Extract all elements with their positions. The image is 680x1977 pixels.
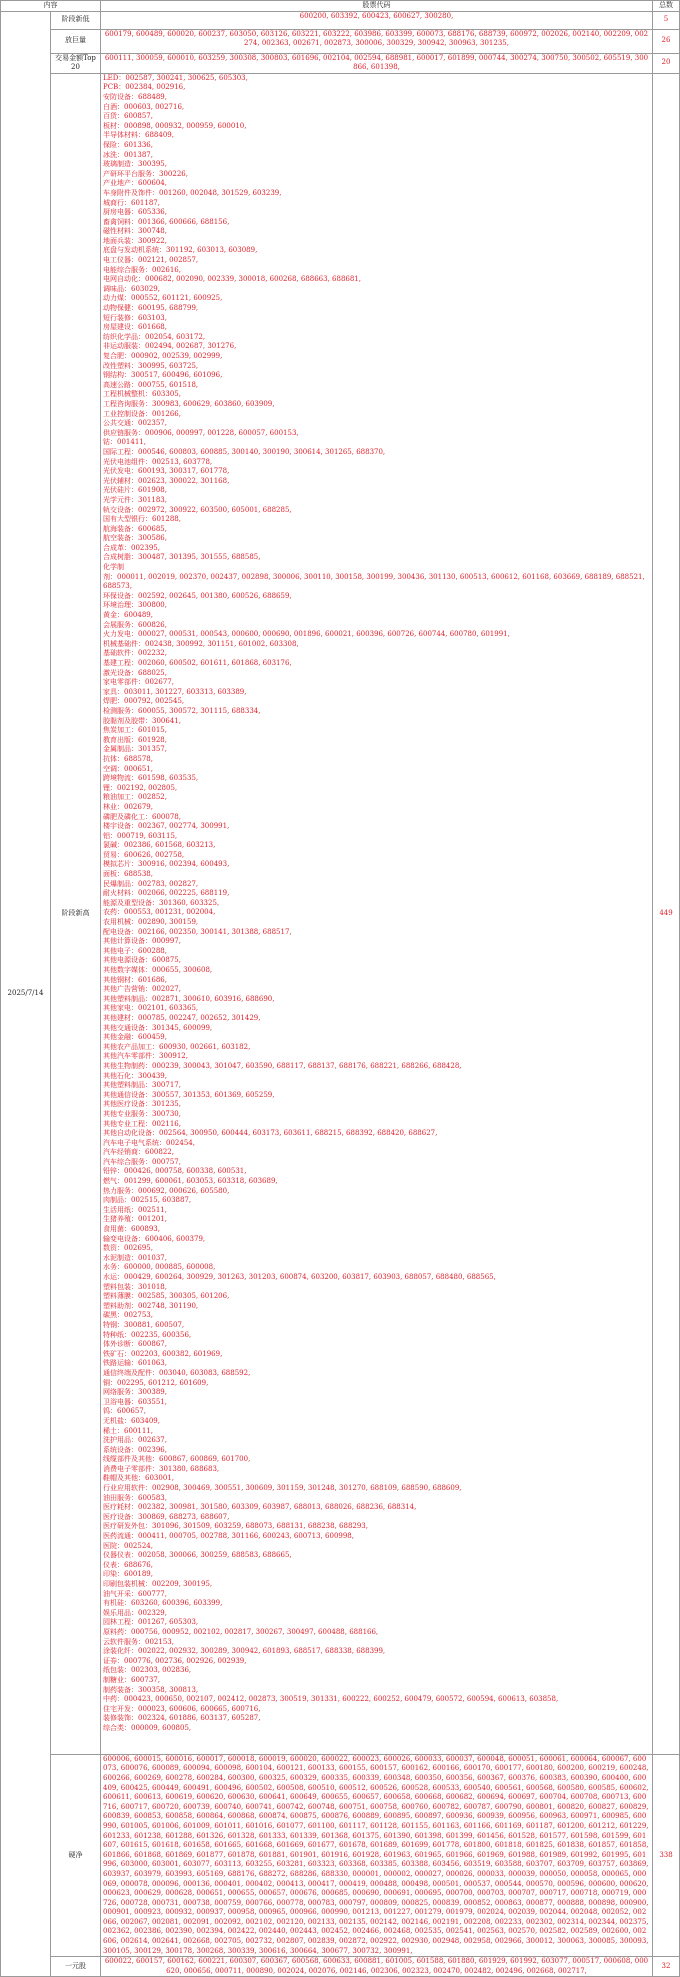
industry-line: 工程机械整机：603305, bbox=[103, 390, 181, 399]
industry-line: 家电零部件：002677, bbox=[103, 678, 174, 687]
industry-line: 钨：600657, bbox=[103, 1407, 146, 1416]
industry-line: 模拟芯片：300916, 002394, 600493, bbox=[103, 860, 230, 869]
industry-line: 铝：000719, 603115, bbox=[103, 831, 178, 840]
industry-line: 光伏发电：600193, 300317, 601778, bbox=[103, 467, 230, 476]
industry-line: 板材：000898, 000932, 000959, 600010, bbox=[103, 121, 247, 130]
industry-line: 检测服务：600055, 300572, 301115, 688334, bbox=[103, 706, 261, 715]
industry-line: 特种纸：002235, 600356, bbox=[103, 1330, 192, 1339]
industry-line: 短行装修：603103, bbox=[103, 313, 167, 322]
industry-line: 公共交通：002357, bbox=[103, 419, 167, 428]
total-stage-low: 5 bbox=[653, 11, 680, 29]
industry-line: 稀土：600111, bbox=[103, 1426, 153, 1435]
industry-line: 火力发电：000027, 000531, 000543, 000600, 000690, 001896, 600021, 600396, 600726, 600744, 600780, 601991, bbox=[103, 630, 510, 639]
industry-line: 高速公路：000755, 601518, bbox=[103, 380, 199, 389]
industry-line: 产业地产：600604, bbox=[103, 179, 167, 188]
industry-line: 其他塑料制品：300717, bbox=[103, 1081, 181, 1090]
industry-line: 消费电子零部件：301380, 688683, bbox=[103, 1464, 220, 1473]
industry-line: 工程咨询服务：300983, 600629, 603860, 603909, bbox=[103, 399, 275, 408]
industry-line: 水泥制造：001037, bbox=[103, 1253, 167, 1262]
industry-line: 光伏电池组件：002513, 603778, bbox=[103, 457, 213, 466]
industry-line: 鞋帽及其他：603001, bbox=[103, 1474, 174, 1483]
industry-line: 其他广告营销：002027, bbox=[103, 985, 181, 994]
industry-line: 医疗设备：300869, 688273, 688607, bbox=[103, 1512, 230, 1521]
industry-line: 铁路运输：601063, bbox=[103, 1359, 167, 1368]
industry-line: 无机盐：603409, bbox=[103, 1416, 160, 1425]
industry-line: 磁性材料：300748, bbox=[103, 227, 167, 236]
industry-line: 油气开采：600777, bbox=[103, 1589, 167, 1598]
industry-line: 证券：000776, 002736, 002926, 002939, bbox=[103, 1656, 247, 1665]
industry-line: 医院：002524, bbox=[103, 1541, 153, 1550]
industry-line: 基础软件：002232, bbox=[103, 649, 167, 658]
industry-line: 冰洗：001387, bbox=[103, 150, 153, 159]
industry-line: 民爆制品：002783, 002827, bbox=[103, 879, 199, 888]
industry-line: 氯碱：002386, 601568, 603213, bbox=[103, 841, 216, 850]
industry-line: 特钢：300881, 600507, bbox=[103, 1320, 185, 1329]
industry-line: 供应链服务：000906, 000997, 001228, 600057, 600153, bbox=[103, 428, 299, 437]
industry-line: 粮油加工：002852, bbox=[103, 793, 167, 802]
industry-line: 地面兵装：300922, bbox=[103, 236, 167, 245]
industry-line: 原料药：000756, 000952, 002102, 002817, 300267, 300497, 600488, 688166, bbox=[103, 1627, 379, 1636]
industry-line: 城商行：601187, bbox=[103, 198, 160, 207]
industry-line: 住宅开发：000023, 600606, 600665, 600716, bbox=[103, 1704, 261, 1713]
header-codes: 股票代码 bbox=[101, 1, 653, 12]
industry-line: 塑料薄膜：002585, 300305, 601206, bbox=[103, 1292, 230, 1301]
industry-line: 玻璃制造：300395, bbox=[103, 160, 167, 169]
industry-line: 激光设备：688025, bbox=[103, 668, 167, 677]
industry-list bbox=[103, 74, 650, 1734]
industry-line: 金属制品：301357, bbox=[103, 745, 167, 754]
industry-line: 厨房电器：605336, bbox=[103, 208, 167, 217]
industry-line: 生猪养殖：001201, bbox=[103, 1215, 167, 1224]
industry-line: 环保设备：002592, 002645, 001380, 600526, 688659, bbox=[103, 591, 292, 600]
industry-line: 能源及重型设备：301360, 603325, bbox=[103, 898, 220, 907]
industry-line: 胶黏剂及胶带：300641, bbox=[103, 716, 181, 725]
codes-huge-volume: 600179, 600489, 600020, 600237, 603050, 603126, 603221, 603222, 603986, 603399, 600073, 688176, 688739, 600972, 002026, 002140, 002209, 002274, 002363, 002671, 002873, 300006, 300329, 300942, 300963, 301235, bbox=[101, 29, 653, 53]
category-one-yuan: 一元股 bbox=[51, 1957, 101, 1977]
industry-line: 化学制 bbox=[103, 563, 124, 572]
industry-line: 燃气：001299, 600061, 603053, 603318, 603689, bbox=[103, 1177, 278, 1186]
industry-line: 其他生物制药：000239, 300043, 301047, 603590, 688117, 688137, 688176, 688221, 688266, 688428, bbox=[103, 1061, 462, 1070]
codes-one-yuan: 600022, 600157, 600162, 600221, 600307, 600367, 600568, 600633, 600881, 601005, 601588, 601880, 601929, 601992, 603077, 000517, 000608, 000620, 000656, 000711, 000890, 002024, 002076, 002146, 002306, 002323, 002470, 002482, 002496, 002668, 002717, bbox=[101, 1957, 653, 1977]
industry-line: 黄金：600489, bbox=[103, 611, 153, 620]
industry-line: 保险：601336, bbox=[103, 140, 153, 149]
industry-line: 动物保健：600195, 688799, bbox=[103, 304, 199, 313]
industry-line: 其他塑料制品：002871, 300610, 603916, 688690, bbox=[103, 994, 275, 1003]
industry-line: 中药：000423, 000650, 002107, 002412, 002873, 300519, 301331, 600222, 600252, 600479, 600572, 600594, 600613, 603858, bbox=[103, 1695, 559, 1704]
industry-line: 印刷包装机械：002209, 300195, bbox=[103, 1580, 213, 1588]
industry-line: 其他电子：600288, bbox=[103, 946, 167, 955]
industry-line: 其他数字媒体：000655, 300608, bbox=[103, 966, 213, 974]
header-total: 总数 bbox=[653, 1, 680, 12]
industry-line: 产研环平台服务：300226, bbox=[103, 169, 188, 178]
industry-line: 跨境物流：601598, 603535, bbox=[103, 774, 199, 783]
industry-line: 数资：002695, bbox=[103, 1244, 153, 1253]
category-net-drain: 硬净 bbox=[51, 1754, 101, 1956]
industry-line: 其他专业工程：002116, bbox=[103, 1119, 181, 1128]
industry-line: PCB：002384, 002916, bbox=[103, 83, 186, 92]
industry-line: 光伏硅片：601908, bbox=[103, 486, 167, 495]
industry-line: 国际工程：000546, 600803, 600885, 300140, 300190, 300614, 301265, 688370, bbox=[103, 447, 386, 456]
industry-line: 畜禽饲料：001366, 600666, 688156, bbox=[103, 217, 230, 226]
industry-line: 非运动服装：002494, 002687, 301276, bbox=[103, 342, 237, 351]
industry-line: 磷肥及磷化工：600078, bbox=[103, 812, 181, 821]
industry-line: 复合肥：000902, 002539, 002999, bbox=[103, 352, 223, 360]
industry-line: 其他建材：000785, 002247, 002652, 301429, bbox=[103, 1013, 261, 1022]
industry-line: 卫浴电器：603551, bbox=[103, 1397, 167, 1406]
industry-line: 仪器仪表：002058, 300066, 300259, 688583, 688665, bbox=[103, 1551, 292, 1560]
industry-line: 碳黑：002753, bbox=[103, 1311, 153, 1320]
industry-line: 农药：000553, 001231, 002004, bbox=[103, 908, 216, 917]
industry-line: 房屋建设：601668, bbox=[103, 323, 167, 332]
industry-line: 半导体材料：688409, bbox=[103, 131, 174, 140]
industry-line: 其他交通设备：301345, 600099, bbox=[103, 1023, 213, 1032]
industry-line: 合成革：002395, bbox=[103, 543, 160, 552]
date-cell: 2025/7/14 bbox=[1, 11, 51, 1977]
row-net-drain bbox=[1, 1754, 680, 1956]
total-huge-volume: 26 bbox=[653, 29, 680, 53]
industry-line: 工业控制设备：001266, bbox=[103, 409, 181, 418]
industry-line: LED：002587, 300241, 300625, 605303, bbox=[103, 73, 248, 82]
industry-line: 底盘与发动机系统：301192, 603013, 603089, bbox=[103, 246, 258, 255]
industry-line: 线缆部件及其他：600867, 600869, 601700, bbox=[103, 1455, 251, 1464]
industry-line: 其他石化：300439, bbox=[103, 1071, 167, 1080]
header-row bbox=[1, 1, 680, 12]
industry-line: 其他通信设备：300557, 301353, 601369, 605259, bbox=[103, 1090, 275, 1099]
total-stage-high: 449 bbox=[653, 73, 680, 1754]
industry-line: 塑料助剂：002748, 301190, bbox=[103, 1301, 199, 1310]
industry-line: 园林工程：001267, 605303, bbox=[103, 1618, 199, 1627]
industry-line: 航海装备：600685, bbox=[103, 524, 167, 533]
industry-line: 铜：002295, 601212, 601609, bbox=[103, 1378, 209, 1387]
header-content: 内容 bbox=[1, 1, 101, 12]
total-amount-top20: 20 bbox=[653, 53, 680, 73]
industry-line: 娱乐用品：002329, bbox=[103, 1608, 167, 1617]
codes-stage-low: 600200, 603392, 600423, 600627, 300280, bbox=[101, 11, 653, 29]
industry-line: 汽车经销商：600822, bbox=[103, 1148, 174, 1157]
row-stage-low bbox=[1, 11, 680, 29]
industry-line: 会展服务：600826, bbox=[103, 620, 167, 629]
industry-line: 教育出版：601928, bbox=[103, 735, 167, 744]
industry-line: 肉制品：002515, 603887, bbox=[103, 1196, 192, 1205]
industry-line: 钢结构：300517, 600496, 601096, bbox=[103, 371, 223, 380]
industry-line: 其他自动化设备：002564, 300950, 600444, 603173, 603611, 688215, 688392, 688420, 688627, bbox=[103, 1129, 438, 1138]
industry-line: 机械基础件：002438, 300992, 301151, 601002, 603308, bbox=[103, 639, 299, 648]
industry-line: 其他家电：002101, 603365, bbox=[103, 1004, 199, 1013]
industry-line: 耐火材料：002066, 002225, 688119, bbox=[103, 889, 230, 898]
industry-line: 剂：000011, 002019, 002370, 002437, 002898, 300006, 300110, 300158, 300199, 300436, 301130, 600513, 600612, 601168, 603669, 688189, 688521, 688573, bbox=[103, 572, 645, 591]
row-one-yuan bbox=[1, 1957, 680, 1977]
industry-line: 制药装备：300358, 300813, bbox=[103, 1685, 199, 1694]
industry-line: 电网自动化：000682, 002090, 002339, 300018, 600268, 688663, 688681, bbox=[103, 275, 361, 284]
industry-line: 装修装饰：002324, 601886, 603137, 605287, bbox=[103, 1714, 261, 1723]
category-stage-high: 阶段新高 bbox=[51, 73, 101, 1754]
industry-line: 电工仪器：002121, 002857, bbox=[103, 256, 199, 265]
industry-line: 涂装化纤：002022, 002932, 300289, 300942, 601893, 688517, 688338, 688399, bbox=[103, 1647, 386, 1656]
industry-line: 生活用纸：002511, bbox=[103, 1205, 167, 1214]
category-huge-volume: 放巨量 bbox=[51, 29, 101, 53]
industry-line: 洗护用品：002637, bbox=[103, 1436, 167, 1445]
industry-line: 国有大型银行：601288, bbox=[103, 515, 181, 524]
row-amount-top20 bbox=[1, 53, 680, 73]
industry-line: 调味品：603029, bbox=[103, 284, 160, 293]
industry-line: 其他钢材：601686, bbox=[103, 975, 167, 984]
industry-line: 面板：688538, bbox=[103, 870, 153, 879]
industry-line: 其他电源设备：600875, bbox=[103, 956, 181, 965]
industry-line: 体外诊断：600867, bbox=[103, 1340, 167, 1349]
industry-line: 行业应用软件：002908, 300469, 300551, 300609, 301159, 301248, 301270, 688109, 688590, 688609, bbox=[103, 1484, 462, 1493]
industry-line: 动力煤：000552, 601121, 600925, bbox=[103, 294, 223, 303]
industry-line: 其他医疗设备：301235, bbox=[103, 1100, 181, 1109]
industry-line: 汽车电子电气系统：002454, bbox=[103, 1138, 195, 1147]
category-amount-top20: 交易金额Top20 bbox=[51, 53, 101, 73]
industry-line: 铅锌：000426, 000758, 600338, 600531, bbox=[103, 1167, 247, 1176]
row-huge-volume bbox=[1, 29, 680, 53]
industry-line: 安防设备：688489, bbox=[103, 92, 167, 101]
industry-line: 贸易：600626, 002758, bbox=[103, 850, 185, 859]
industry-line: 百货：600857, bbox=[103, 112, 153, 121]
industry-line: 综合类：000009, 600805, bbox=[103, 1723, 192, 1732]
industry-line: 医疗研发外包：301096, 301509, 603259, 688073, 688131, 688238, 688293, bbox=[103, 1522, 368, 1531]
industry-line: 抗体：688578, bbox=[103, 754, 153, 763]
industry-line: 基建工程：002060, 600502, 601611, 601868, 603176, bbox=[103, 659, 292, 667]
industry-line: 家具：003011, 301227, 603313, 603389, bbox=[103, 687, 247, 696]
industry-line: 塑料包装：301018, bbox=[103, 1282, 167, 1291]
industry-line: 仪表：688676, bbox=[103, 1560, 153, 1569]
industry-line: 食用菌：600893, bbox=[103, 1225, 160, 1234]
industry-line: 轨交设备：002972, 300922, 603500, 605001, 688285, bbox=[103, 505, 292, 514]
industry-line: 焦炭加工：601015, bbox=[103, 726, 167, 735]
industry-line: 光学元件：301183, bbox=[103, 495, 167, 504]
industry-line: 其他农产品加工：600930, 002661, 603182, bbox=[103, 1042, 251, 1051]
industry-line: 热力服务：000692, 000626, 605580, bbox=[103, 1186, 230, 1195]
industry-line: 光伏辅材：002623, 300022, 301168, bbox=[103, 476, 230, 485]
industry-line: 其他专业服务：300730, bbox=[103, 1109, 181, 1118]
industry-line: 农用机械：002890, 300159, bbox=[103, 918, 199, 927]
industry-line: 合成树脂：300487, 301395, 301555, 688585, bbox=[103, 553, 261, 562]
total-one-yuan: 32 bbox=[653, 1957, 680, 1977]
industry-line: 系统设备：002396, bbox=[103, 1445, 167, 1454]
industry-line: 医疗耗材：002382, 300981, 301580, 603309, 603987, 688013, 688026, 688236, 688314, bbox=[103, 1503, 417, 1512]
industry-line: 其他汽车零部件：300912, bbox=[103, 1052, 188, 1061]
industry-line: 印染：600189, bbox=[103, 1570, 153, 1579]
industry-line: 航空装备：300586, bbox=[103, 534, 167, 543]
row-stage-high bbox=[1, 73, 680, 1754]
industry-line: 焊肥：000792, 002545, bbox=[103, 697, 185, 706]
industry-line: 云软件服务：002153, bbox=[103, 1637, 174, 1646]
category-stage-low: 阶段新低 bbox=[51, 11, 101, 29]
industry-line: 有机硅：603260, 600396, 603399, bbox=[103, 1599, 223, 1608]
industry-line: 水运：000429, 600264, 300929, 301263, 301203, 600874, 603200, 603817, 603903, 688057, 688480, 688565, bbox=[103, 1273, 496, 1281]
industry-line: 配电设备：002166, 002350, 300141, 301388, 688517, bbox=[103, 927, 292, 936]
industry-line: 输变电设备：600406, 600379, bbox=[103, 1234, 206, 1243]
industry-line: 纸包装：002303, 002836, bbox=[103, 1666, 192, 1675]
industry-line: 改性塑料：300995, 603725, bbox=[103, 361, 199, 370]
industry-line: 车身附件及饰件：001260, 002048, 301529, 603239, bbox=[103, 188, 282, 197]
industry-line: 通信终端及配件：003040, 603083, 688592, bbox=[103, 1368, 251, 1377]
total-net-drain: 338 bbox=[653, 1754, 680, 1956]
industry-line: 纺织化学品：002054, 603172, bbox=[103, 332, 206, 341]
industry-line: 其他金融：600459, bbox=[103, 1033, 167, 1042]
codes-net-drain: 600006, 600015, 600016, 600017, 600018, 600019, 600020, 600022, 600023, 600026, 600033, 600037, 600048, 600051, 600061, 600064, 600067, 600073, 600076, 600089, 600094, 600098, 600104, 600121, 600133, 600155, 600157, 600162, 600166, 600170, 600177, 600180, 600200, 600219, 600248, 600266, 600269, 600278, 600284, 600300, 600325, 600329, 600335, 600339, 600348, 600350, 600356, 600367, 600376, 600383, 600390, 600400, 600409, 600425, 600449, 600491, 600496, 600502, 600508, 600510, 600512, 600526, 600528, 600533, 600540, 600561, 600568, 600580, 600585, 600602, 600611, 600613, 600619, 600620, 600630, 600641, 600649, 600655, 600657, 600658, 600668, 600682, 600694, 600697, 600704, 600708, 600713, 600716, 600717, 600720, 600739, 600740, 600741, 600742, 600748, 600751, 600758, 600760, 600782, 600787, 600790, 600801, 600820, 600827, 600829, 600839, 600853, 600858, 600864, 600868, 600874, 600875, 600876, 600889, 600895, 600897, 600936, 600939, 600956, 600963, 600971, 600985, 600990, 601005, 601006, 601009, 601011, 601016, 601077, 601100, 601117, 601128, 601155, 601163, 601166, 601169, 601187, 601200, 601212, 601229, 601233, 601238, 601288, 601326, 601328, 601333, 601339, 601368, 601375, 601390, 601398, 601399, 601456, 601528, 601577, 601598, 601599, 601607, 601615, 601618, 601658, 601665, 601668, 601669, 601677, 601678, 601689, 601699, 601778, 601800, 601818, 601825, 601838, 601857, 601858, 601866, 601868, 601869, 601877, 601878, 601881, 601901, 601916, 601928, 601963, 601965, 601966, 601969, 601988, 601989, 601992, 601995, 601996, 603000, 603001, 603077, 603113, 603255, 603281, 603323, 603368, 603385, 603388, 603456, 603519, 603588, 603707, 603709, 603757, 603869, 603937, 603979, 603993, 605169, 688176, 688272, 688286, 688330, 000001, 000002, 000027, 000026, 000033, 000039, 000050, 000058, 000065, 000069, 000078, 000096, 000136, 000401, 000402, 000413, 000417, 000419, 000488, 000498, 000501, 000537, 000544, 000570, 000596, 000600, 000620, 000623, 000629, 000628, 000651, 000655, 000657, 000676, 000685, 000690, 000691, 000695, 000700, 000703, 000707, 000717, 000718, 000719, 000726, 000728, 000731, 000738, 000759, 000766, 000778, 000783, 000797, 000809, 000825, 000839, 000852, 000863, 000877, 000888, 000898, 000900, 000901, 000923, 000932, 000937, 000958, 000965, 000966, 000990, 001213, 001227, 001279, 001979, 002024, 002039, 002044, 002048, 002052, 002066, 002067, 002081, 002091, 002092, 002102, 002120, 002133, 002135, 002142, 002146, 002191, 002208, 002233, 002302, 002314, 002344, 002375, 002362, 002386, 002390, 002394, 002422, 002440, 002443, 002452, 002466, 002468, 002535, 002541, 002563, 002570, 002582, 002589, 002600, 002606, 002614, 002641, 002668, 002705, 002732, 002807, 002839, 002872, 002922, 002930, 002948, 002958, 002966, 300012, 300063, 300085, 300093, 300105, 300129, 300178, 300268, 300339, 300616, 300664, 300677, 300732, 300991, bbox=[101, 1754, 653, 1956]
industry-line: 水务：600000, 000885, 600008, bbox=[103, 1263, 216, 1272]
industry-line: 网络服务：300389, bbox=[103, 1388, 167, 1397]
codes-amount-top20: 600111, 300059, 600010, 603259, 300308, 300803, 601696, 002104, 002594, 688981, 600017, 601899, 000744, 300274, 300750, 300502, 605519, 300866, 601398, bbox=[101, 53, 653, 73]
codes-stage-high bbox=[101, 73, 653, 1754]
industry-line: 医药流通：000411, 000705, 002788, 301166, 600243, 600713, 600998, bbox=[103, 1532, 354, 1541]
industry-line: 其他计算设备：000997, bbox=[103, 937, 181, 946]
industry-line: 楼宇设备：002367, 002774, 300991, bbox=[103, 822, 230, 831]
industry-line: 电能综合服务：002616, bbox=[103, 265, 181, 274]
industry-line: 铁矿石：002203, 600382, 601969, bbox=[103, 1349, 223, 1358]
industry-line: 制糖业：600737, bbox=[103, 1675, 160, 1684]
industry-line: 锂：002192, 002805, bbox=[103, 783, 178, 792]
industry-line: 白酒：000603, 002716, bbox=[103, 102, 185, 111]
industry-line: 林业：002679, bbox=[103, 802, 153, 811]
industry-line: 环境治理：300800, bbox=[103, 601, 167, 610]
industry-line: 空调：000651, bbox=[103, 764, 153, 773]
industry-line: 汽车综合服务：000757, bbox=[103, 1157, 181, 1166]
industry-line: 油田服务：600583, bbox=[103, 1493, 167, 1502]
industry-line: 钴：001411, bbox=[103, 438, 146, 447]
